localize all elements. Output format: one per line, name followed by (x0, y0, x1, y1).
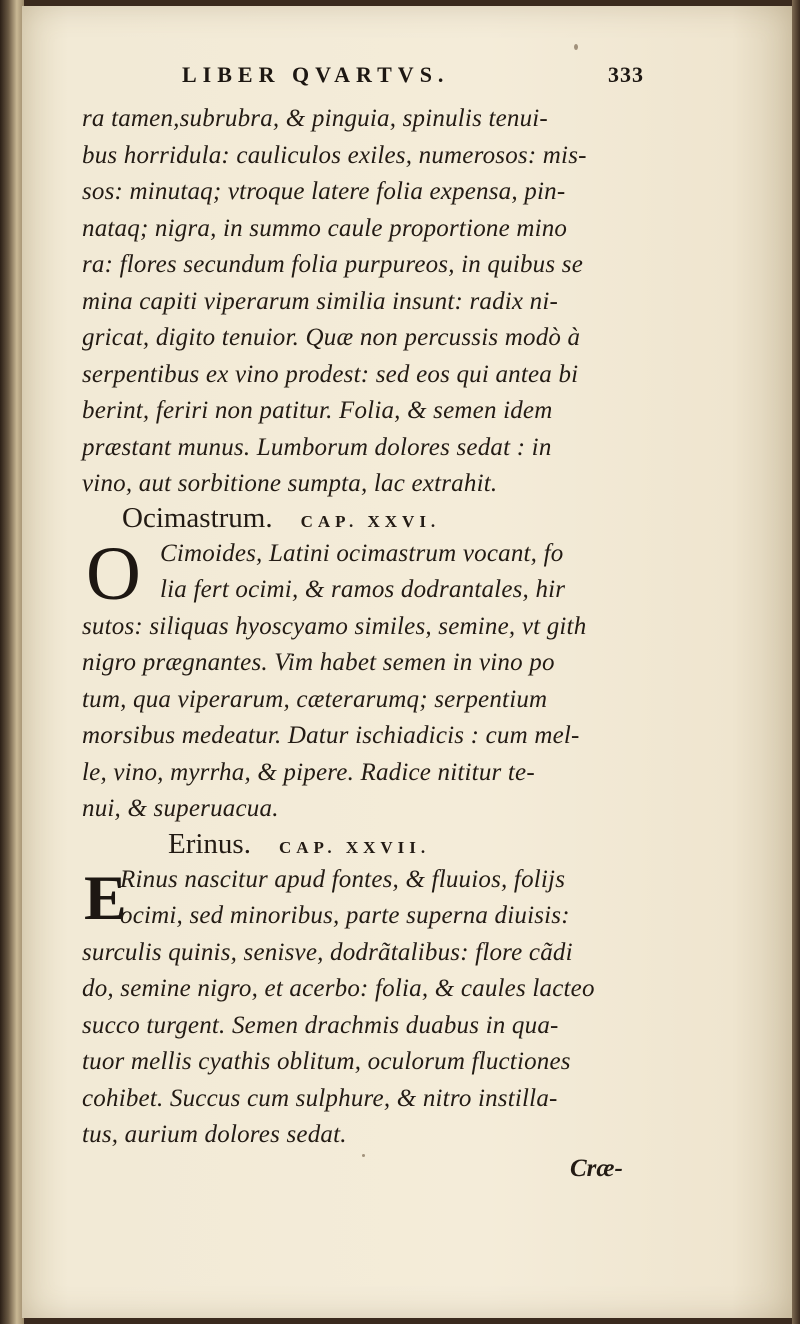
text-line: berint, feriri non patitur. Folia, & semen idem (82, 397, 553, 424)
book-spine (0, 0, 24, 1324)
text-line: do, semine nigro, et acerbo: folia, & caules lacteo (82, 975, 595, 1002)
text-line: ra tamen,subrubra, & pinguia, spinulis tenui- (82, 105, 548, 132)
text-line: tuor mellis cyathis oblitum, oculorum fluctiones (82, 1048, 571, 1075)
text-line: morsibus medeatur. Datur ischiadicis : cum mel- (82, 722, 580, 749)
text-line: bus horridula: cauliculos exiles, numerosos: mis- (82, 142, 587, 169)
page-edge (792, 0, 800, 1324)
text-line: Rinus nascitur apud fontes, & fluuios, folijs (120, 866, 566, 893)
text-line: serpentibus ex vino prodest: sed eos qui antea bi (82, 361, 579, 388)
text-line: sutos: siliquas hyoscyamo similes, semine, vt gith (82, 613, 587, 640)
text-line: vino, aut sorbitione sumpta, lac extrahit. (82, 470, 498, 497)
ink-speck (362, 1154, 365, 1157)
text-line: nui, & superuacua. (82, 795, 279, 822)
drop-cap: O (86, 532, 141, 616)
text-line: Cimoides, Latini ocimastrum vocant, fo (160, 540, 564, 567)
section-heading-erinus (168, 828, 430, 861)
text-line: ocimi, sed minoribus, parte superna diuisis: (120, 902, 570, 929)
section-heading-ocimastrum (122, 502, 440, 535)
text-line: mina capiti viperarum similia insunt: radix ni- (82, 288, 559, 315)
text-line: præstant munus. Lumborum dolores sedat : in (82, 434, 552, 461)
chapter-number: CAP. XXVII. (278, 838, 431, 857)
section-title: Erinus. (168, 828, 251, 860)
text-line: cohibet. Succus cum sulphure, & nitro instilla- (82, 1085, 558, 1112)
running-head (162, 62, 662, 94)
text-line: lia fert ocimi, & ramos dodrantales, hir (160, 576, 566, 603)
running-title: LIBER QVARTVS. (182, 62, 450, 87)
drop-cap: E (84, 862, 127, 933)
text-line: surculis quinis, senisve, dodrãtalibus: flore cãdi (82, 939, 573, 966)
text-line: nigro prægnantes. Vim habet semen in vino po (82, 649, 555, 676)
text-line: le, vino, myrrha, & pipere. Radice nititur te- (82, 759, 535, 786)
text-line: tus, aurium dolores sedat. (82, 1121, 347, 1148)
chapter-number: CAP. XXVI. (300, 512, 441, 531)
section-title: Ocimastrum. (122, 502, 273, 534)
ink-speck (574, 44, 578, 50)
text-line: succo turgent. Semen drachmis duabus in qua- (82, 1012, 559, 1039)
text-line: gricat, digito tenuior. Quæ non percussis modò à (82, 324, 581, 351)
page-number: 333 (608, 62, 644, 87)
catchword: Cræ- (570, 1155, 623, 1182)
text-line: ra: flores secundum folia purpureos, in quibus se (82, 251, 583, 278)
text-line: sos: minutaq; vtroque latere folia expensa, pin- (82, 178, 566, 205)
text-line: tum, qua viperarum, cæterarumq; serpentium (82, 686, 548, 713)
text-line: nataq; nigra, in summo caule proportione mino (82, 215, 568, 242)
